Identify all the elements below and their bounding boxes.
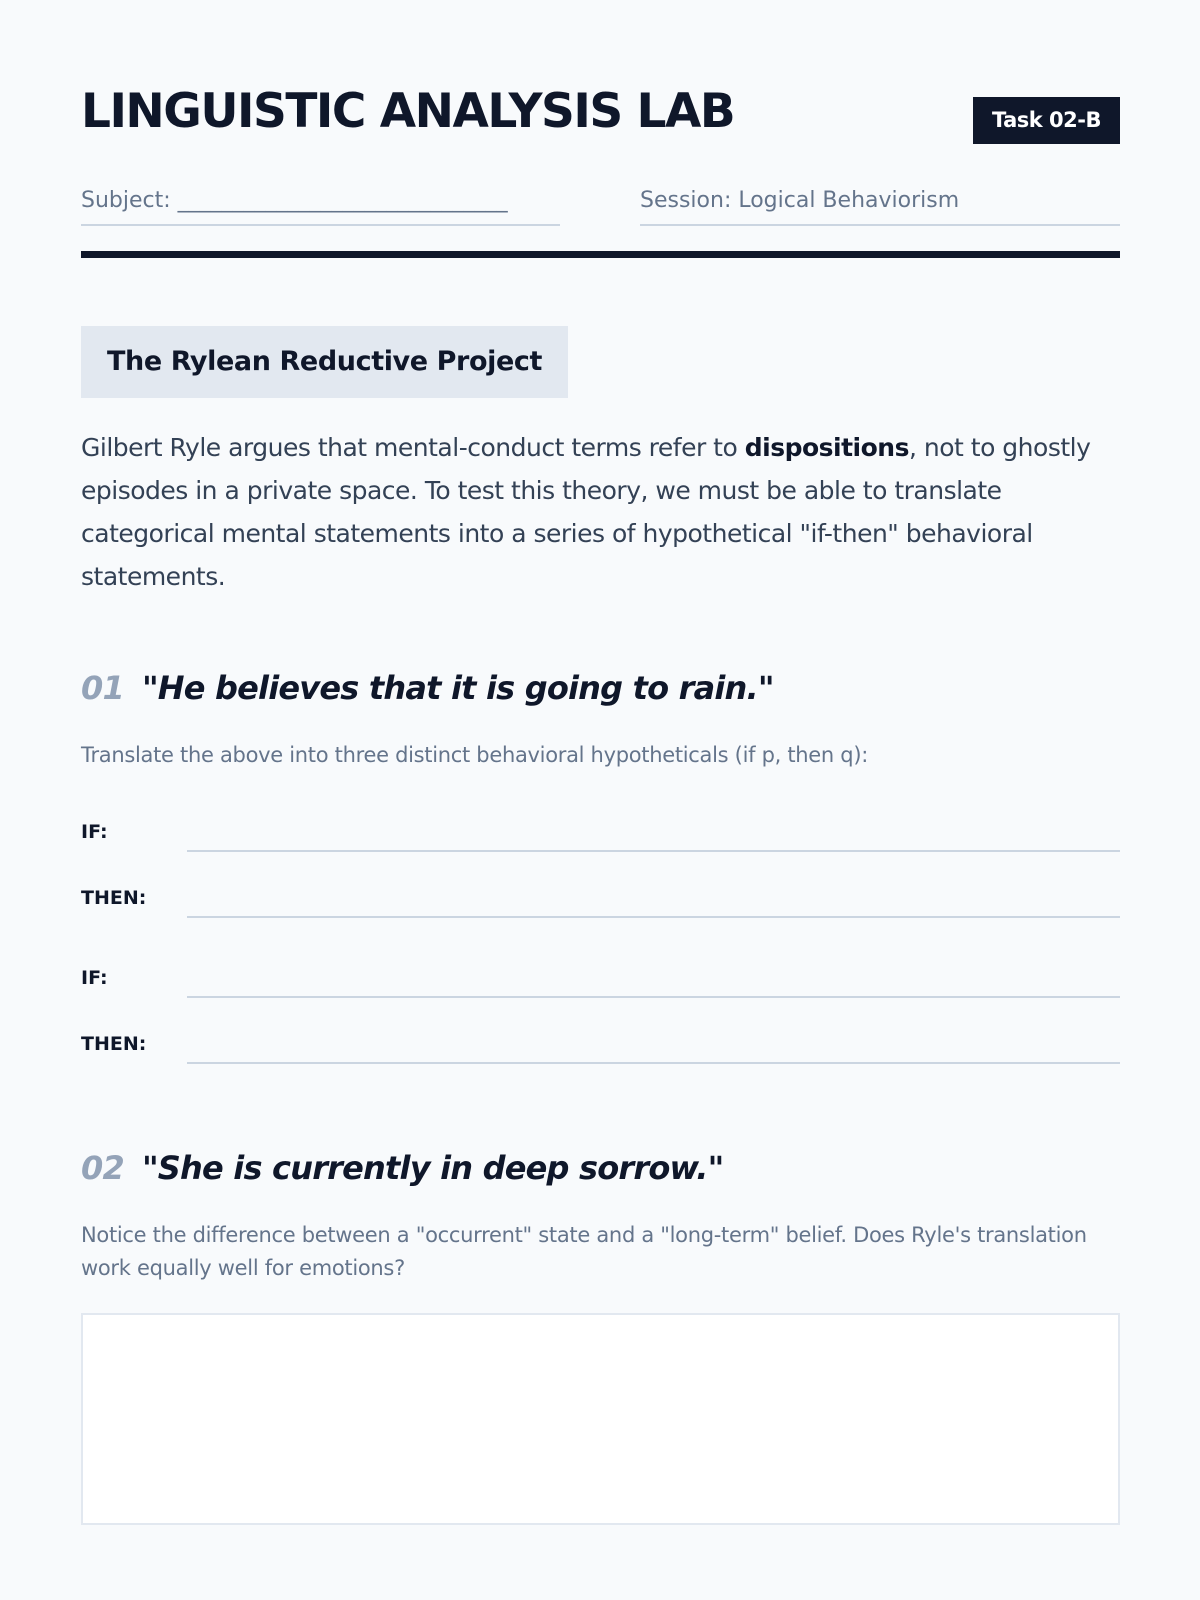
header-divider (81, 251, 1120, 258)
section-title: The Rylean Reductive Project (107, 346, 542, 377)
question-statement: "She is currently in deep sorrow." (141, 1149, 724, 1187)
hypothetical-row-if-2 (81, 958, 1120, 998)
hypothetical-row-then-1 (81, 878, 1120, 918)
task-badge: Task 02-B (973, 97, 1120, 144)
then-answer-line[interactable] (187, 1062, 1120, 1064)
question-number: 02 (81, 1149, 124, 1187)
question-number: 01 (81, 669, 124, 707)
if-answer-line[interactable] (187, 850, 1120, 852)
intro-text-start: Gilbert Ryle argues that mental-conduct terms refer to (81, 433, 745, 462)
hypothetical-row-then-2 (81, 1024, 1120, 1064)
question-2-instruction: Notice the difference between a "occurrent" state and a "long-term" belief. Does Ryle's translation work equally well for emotions? (81, 1223, 1087, 1280)
answer-textarea[interactable] (81, 1313, 1120, 1525)
page-title: LINGUISTIC ANALYSIS LAB (81, 84, 735, 139)
then-answer-line[interactable] (187, 916, 1120, 918)
then-label: THEN: (81, 887, 147, 909)
intro-text-end: , not to ghostly episodes in a private space. To test this theory, we must be able to translate categorical mental statements into a series of hypothetical "if-then" behavioral statements. (81, 433, 1091, 591)
intro-paragraph (81, 426, 1120, 598)
intro-emphasis: dispositions (744, 433, 909, 462)
if-label: IF: (81, 821, 108, 843)
if-answer-line[interactable] (187, 996, 1120, 998)
session-field: Session: Logical Behaviorism (640, 182, 1120, 226)
hypothetical-row-if-1 (81, 812, 1120, 852)
if-label: IF: (81, 967, 108, 989)
question-statement: "He believes that it is going to rain." (141, 669, 774, 707)
section-title-box (81, 326, 568, 398)
then-label: THEN: (81, 1033, 147, 1055)
question-1-instruction: Translate the above into three distinct behavioral hypotheticals (if p, then q): (81, 743, 868, 767)
question-1-heading (81, 666, 774, 710)
question-2-heading (81, 1146, 723, 1190)
subject-field[interactable]: Subject: ______________________________ (81, 182, 560, 226)
